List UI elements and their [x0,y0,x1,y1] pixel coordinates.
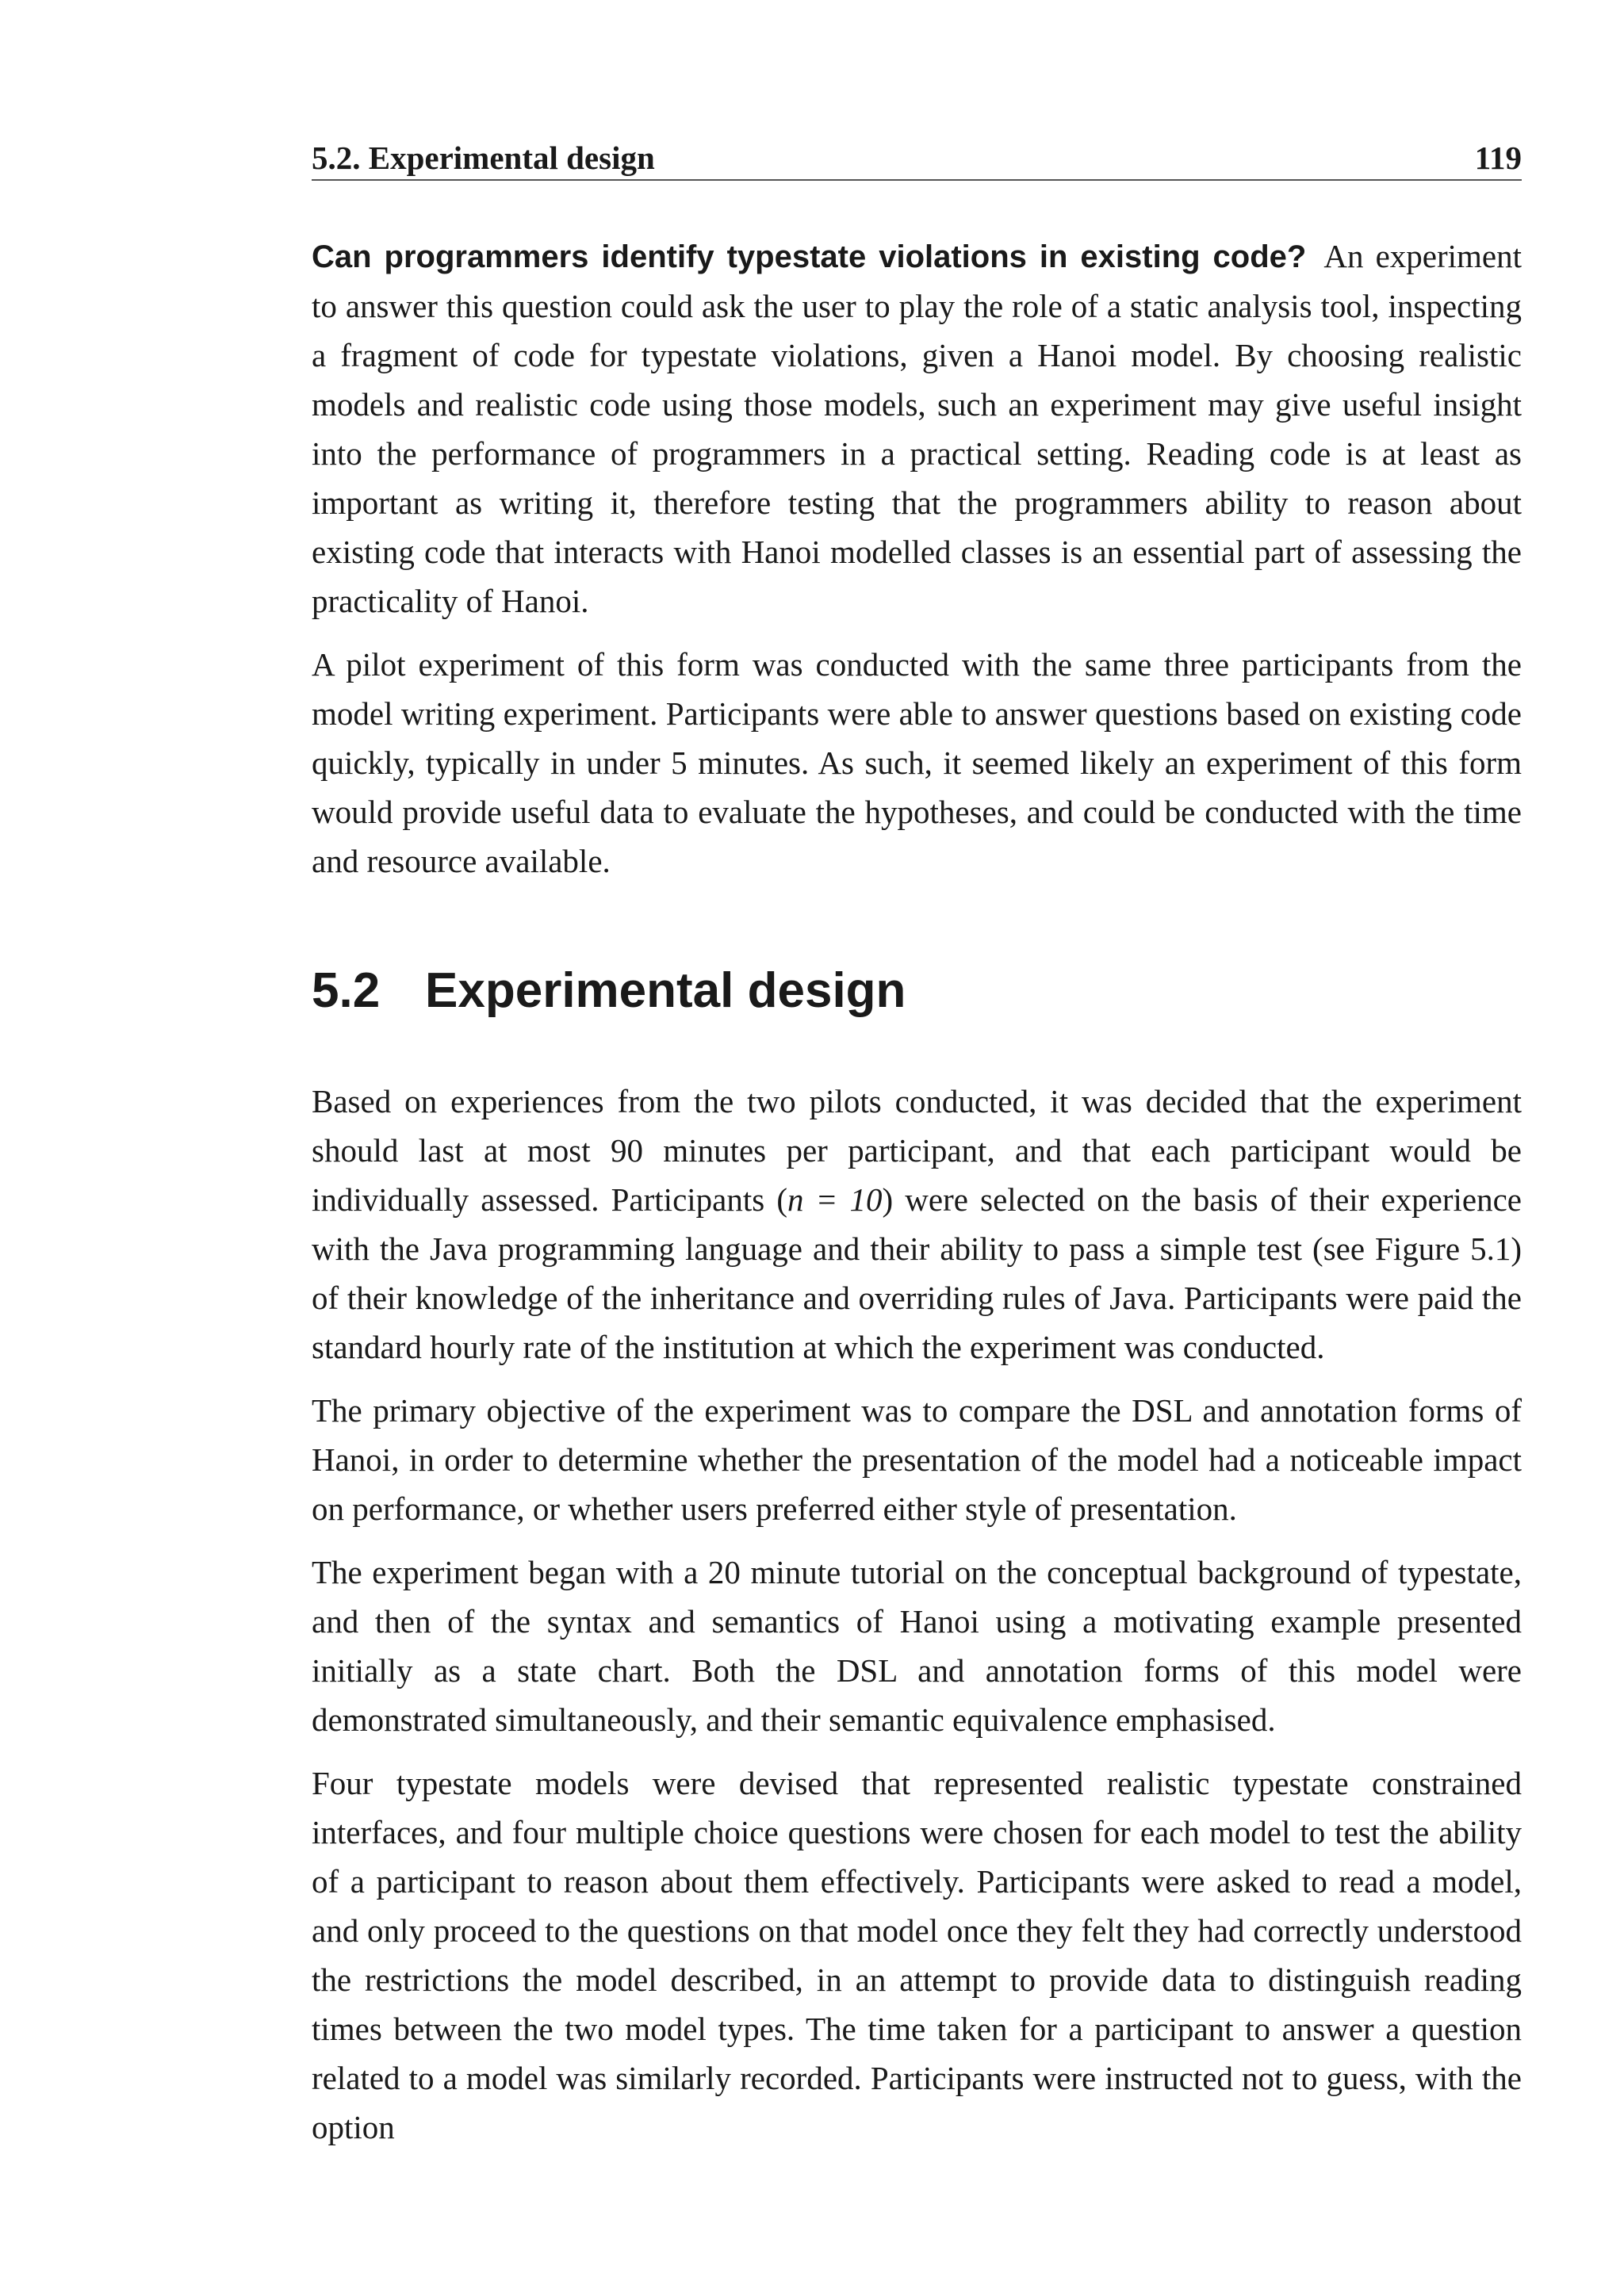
paragraph-text: An experiment to answer this question could ask the user to play the role of a static analysis tool, inspecting a fragment of code for typestate violations, given a Hanoi model. By choosing realistic models and realistic code using those models, such an experiment may give useful insight into the performance of programmers in a practical setting. Reading code is at least as important as writing it, therefore testing that the programmers ability to reason about existing code that interacts with Hanoi modelled classes is an essential part of assessing the practicality of Hanoi. [312,238,1522,619]
running-header-section: 5.2. Experimental design [312,140,655,176]
top-text-block [312,232,1522,900]
paragraph-text: Based on experiences from the two pilots conducted, it was decided that the experiment should last at most 90 minutes per participant, and that each participant would be individually assessed. Participants ( [312,1083,1522,1218]
section-number: 5.2 [312,963,381,1018]
running-header [312,136,1522,181]
paragraph: A pilot experiment of this form was conducted with the same three participants from the model writing experiment. Participants were able to answer questions based on existing code quickly, typically in under 5 minutes. As such, it seemed likely an experiment of this form would provide useful data to evaluate the hypotheses, and could be conducted with the time and resource available. [312,646,1522,879]
paragraph [312,232,1522,626]
section-heading [312,959,1522,1023]
paragraph [312,1077,1522,1372]
paragraph: The experiment began with a 20 minute tutorial on the conceptual background of typestate, and then of the syntax and semantics of Hanoi using a motivating example presented initially as a state chart. Both the DSL and annotation forms of this model were demonstrated simultaneously, and their semantic equivalence emphasised. [312,1554,1522,1738]
page-number: 119 [1474,140,1522,176]
paragraph: The primary objective of the experiment was to compare the DSL and annotation forms of Hanoi, in order to determine whether the presentation of the model had a noticeable impact on performance, or whether users preferred either style of presentation. [312,1392,1522,1527]
math-expression: n = 10 [787,1181,883,1218]
section-body [312,1077,1522,2166]
section-title: Experimental design [425,963,906,1018]
paragraph: Four typestate models were devised that represented realistic typestate constrained interfaces, and four multiple choice questions were chosen for each model to test the ability of a participant to reason about them effectively. Participants were asked to read a model, and only proceed to the questions on that model once they felt they had correctly understood the restrictions the model described, in an attempt to provide data to distinguish reading times between the two model types. The time taken for a participant to answer a question related to a model was similarly recorded. Participants were instructed not to guess, with the option [312,1765,1522,2145]
paragraph-heading: Can programmers identify typestate violations in existing code? [312,239,1307,274]
paragraph-text: ) were selected on the basis of their experience with the Java programming language and their ability to pass a simple test (see Figure 5.1) of their knowledge of the inheritance and overriding rules of Java. Participants were paid the standard hourly rate of the institution at which the experiment was conducted. [312,1181,1522,1365]
